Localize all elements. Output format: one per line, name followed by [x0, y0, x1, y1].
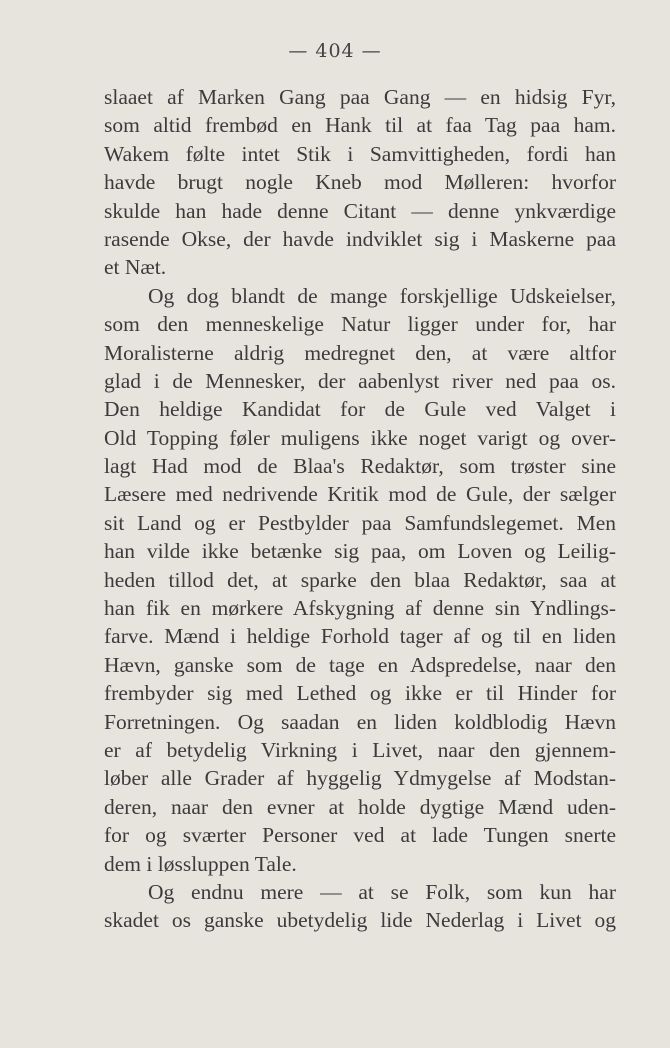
text-line: som den menneskelige Natur ligger under for, har	[104, 312, 616, 337]
text-line: Den heldige Kandidat for de Gule ved Valget i	[104, 397, 616, 422]
text-line: Moralisterne aldrig medregnet den, at være altfor	[104, 340, 616, 365]
text-line: Old Topping føler muligens ikke noget varigt og over-	[104, 425, 616, 450]
text-line: et Næt.	[104, 255, 167, 280]
paragraph-1	[104, 83, 616, 282]
text-line: glad i de Mennesker, der aabenlyst river ned paa os.	[104, 368, 616, 393]
page-number: — 404 —	[288, 40, 382, 62]
text-line: farve. Mænd i heldige Forhold tager af og til en liden	[104, 624, 616, 649]
text-line: Og dog blandt de mange forskjellige Udskeielser,	[148, 283, 616, 308]
text-line: deren, naar den evner at holde dygtige Mænd uden-	[104, 794, 616, 819]
paragraph-3	[104, 878, 616, 935]
text-line: sit Land og er Pestbylder paa Samfundslegemet. Men	[104, 510, 616, 535]
text-line: han vilde ikke betænke sig paa, om Loven og Leilig-	[104, 539, 616, 564]
text-line: Og endnu mere — at se Folk, som kun har	[148, 879, 616, 904]
text-line: løber alle Grader af hyggelig Ydmygelse af Modstan-	[104, 766, 616, 791]
text-line: rasende Okse, der havde indviklet sig i Maskerne paa	[104, 226, 616, 251]
text-line: som altid frembød en Hank til at faa Tag paa ham.	[104, 113, 616, 138]
text-line: Hævn, ganske som de tage en Adspredelse, naar den	[104, 652, 616, 677]
text-line: Wakem følte intet Stik i Samvittigheden, fordi han	[104, 141, 616, 166]
text-line: heden tillod det, at sparke den blaa Redaktør, saa at	[104, 567, 616, 592]
text-line: han fik en mørkere Afskygning af denne sin Yndlings-	[104, 596, 616, 621]
text-line: dem i løssluppen Tale.	[104, 851, 297, 876]
text-line: Læsere med nedrivende Kritik mod de Gule, der sælger	[104, 482, 616, 507]
text-line: frembyder sig med Lethed og ikke er til Hinder for	[104, 681, 616, 706]
text-line: havde brugt nogle Kneb mod Mølleren: hvorfor	[104, 170, 616, 195]
text-line: slaaet af Marken Gang paa Gang — en hidsig Fyr,	[104, 85, 616, 109]
text-line: lagt Had mod de Blaa's Redaktør, som trøster sine	[104, 454, 616, 479]
text-line: er af betydelig Virkning i Livet, naar den gjennem-	[104, 737, 616, 762]
text-line: Forretningen. Og saadan en liden koldblodig Hævn	[104, 709, 616, 734]
text-line: for og sværter Personer ved at lade Tungen snerte	[104, 823, 616, 848]
text-line: skadet os ganske ubetydelig lide Nederlag i Livet og	[104, 908, 616, 933]
paragraph-2	[104, 282, 616, 878]
body-text	[104, 83, 616, 935]
text-line: skulde han hade denne Citant — denne ynkværdige	[104, 198, 616, 223]
